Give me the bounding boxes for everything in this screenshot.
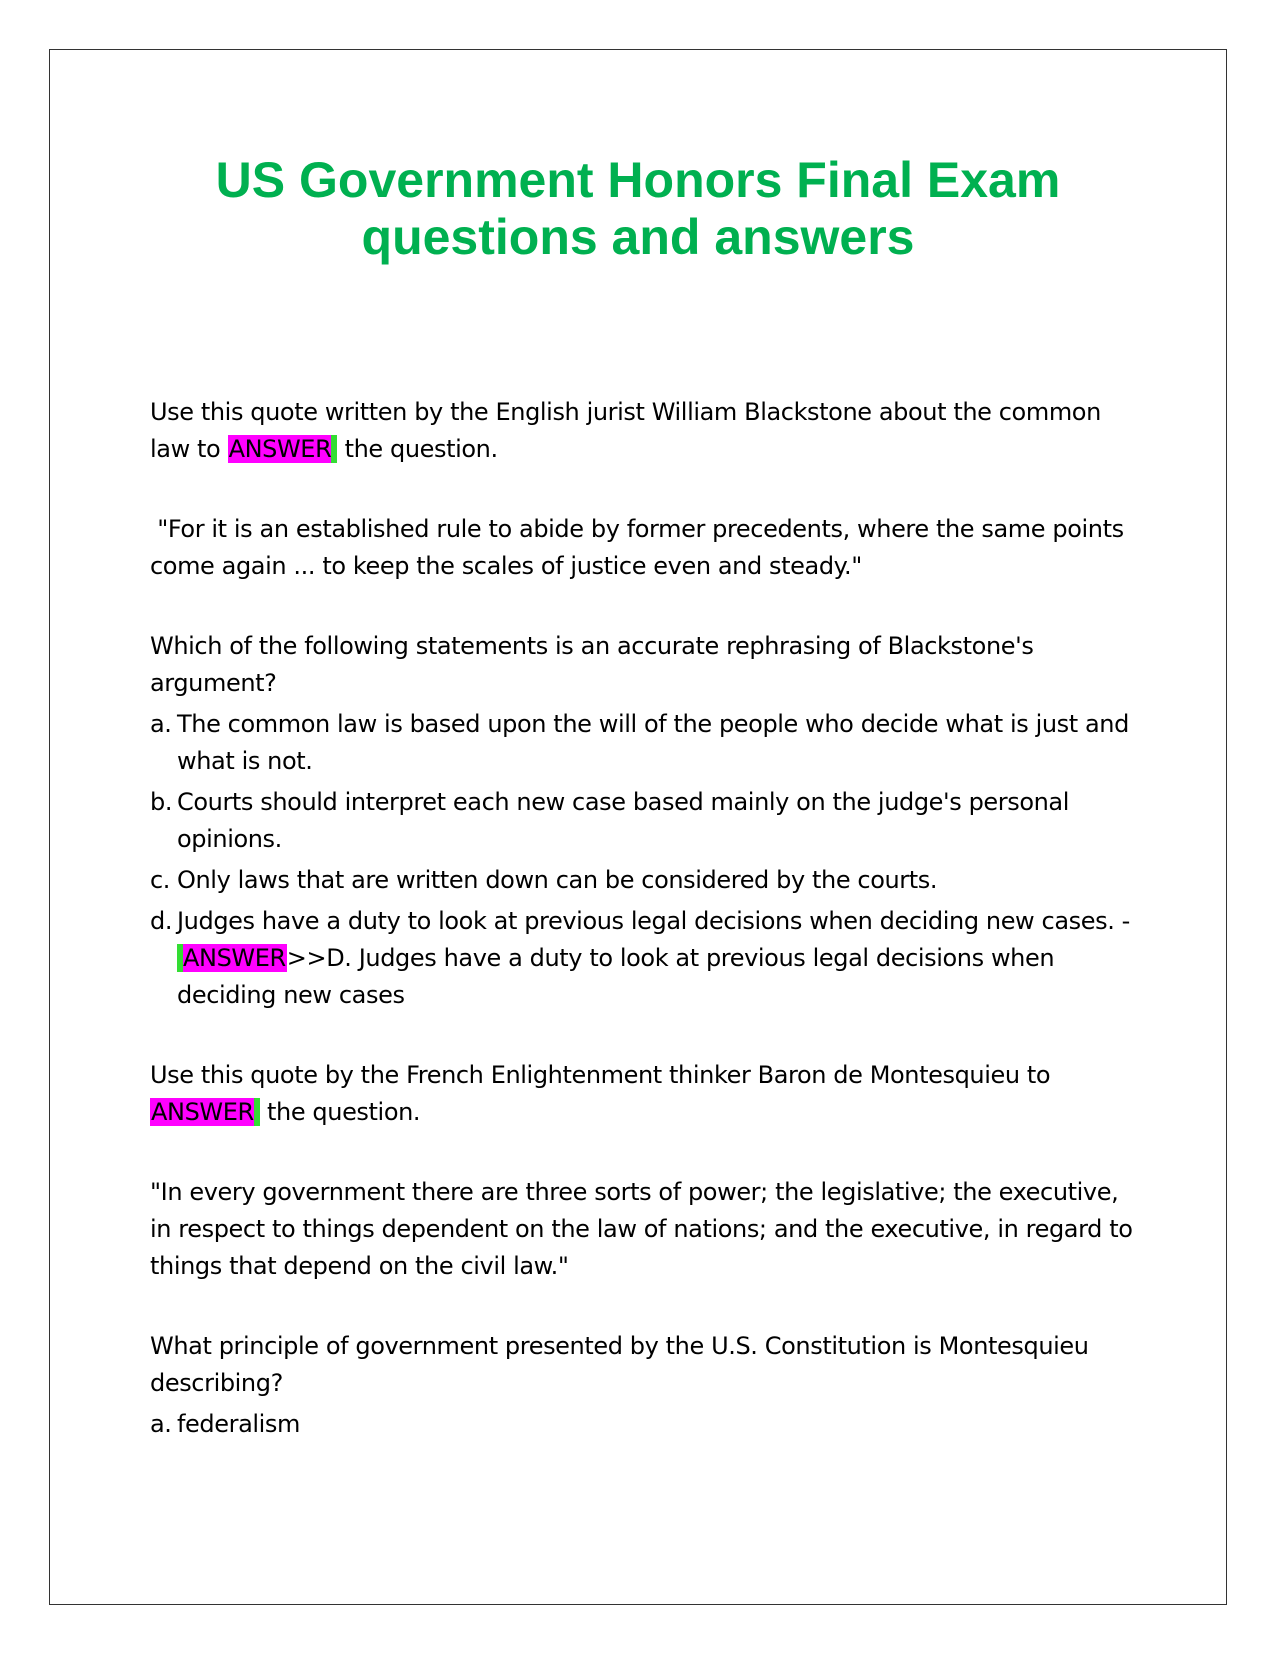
option-letter: c. [150, 866, 171, 894]
option-letter: b. [150, 788, 173, 816]
option-letter: a. [150, 710, 172, 738]
title-line-1: US Government Honors Final Exam [215, 152, 1061, 208]
q2-intro-before: Use this quote by the French Enlightenment thinker Baron de Montesquieu to [150, 1061, 1051, 1089]
q1-option-a [150, 706, 1140, 780]
q1-option-d [150, 903, 1140, 1014]
q2-intro [150, 1057, 1140, 1131]
document-body [150, 394, 1140, 1447]
q1-question: Which of the following statements is an accurate rephrasing of Blackstone's argument? [150, 632, 1034, 697]
answer-highlight: ANSWER [228, 435, 338, 463]
option-letter: d. [150, 907, 173, 935]
option-text: The common law is based upon the will of the people who decide what is just and what is not. [177, 710, 1129, 775]
q2-question: What principle of government presented by the U.S. Constitution is Montesquieu describing? [150, 1332, 1089, 1397]
q1-intro-after: the question. [337, 435, 498, 463]
option-text: Judges have a duty to look at previous legal decisions when deciding new cases. [177, 907, 1115, 935]
option-text: Courts should interpret each new case based mainly on the judge's personal opinions. [177, 788, 1070, 853]
q2-intro-after: the question. [259, 1098, 421, 1126]
title-line-2: questions and answers [361, 209, 915, 265]
option-text: federalism [177, 1410, 301, 1438]
answer-highlight: ANSWER [150, 1098, 260, 1126]
q1-options [150, 706, 1140, 1014]
answer-highlight: ANSWER [177, 944, 287, 972]
q2-option-a [150, 1406, 1140, 1443]
q2-quote: "In every government there are three sorts of power; the legislative; the executive, in respect to things dependent on the law of nations; and the executive, in regard to things that depend on the civil law." [150, 1178, 1133, 1280]
q1-intro-before: Use this quote written by the English jurist William Blackstone about the common law to [150, 398, 1101, 463]
q2-options [150, 1406, 1140, 1443]
document-title [49, 152, 1227, 266]
option-text: Only laws that are written down can be considered by the courts. [177, 866, 938, 894]
q1-answer: >>D. Judges have a duty to look at previous legal decisions when deciding new cases [177, 944, 1055, 1009]
q1-option-c [150, 862, 1140, 899]
option-letter: a. [150, 1410, 172, 1438]
answer-prefix: - [1114, 907, 1130, 935]
q1-quote: "For it is an established rule to abide by former precedents, where the same points come again ... to keep the scales of justice even and steady." [150, 515, 1124, 580]
q1-option-b [150, 784, 1140, 858]
q1-intro [150, 394, 1140, 468]
